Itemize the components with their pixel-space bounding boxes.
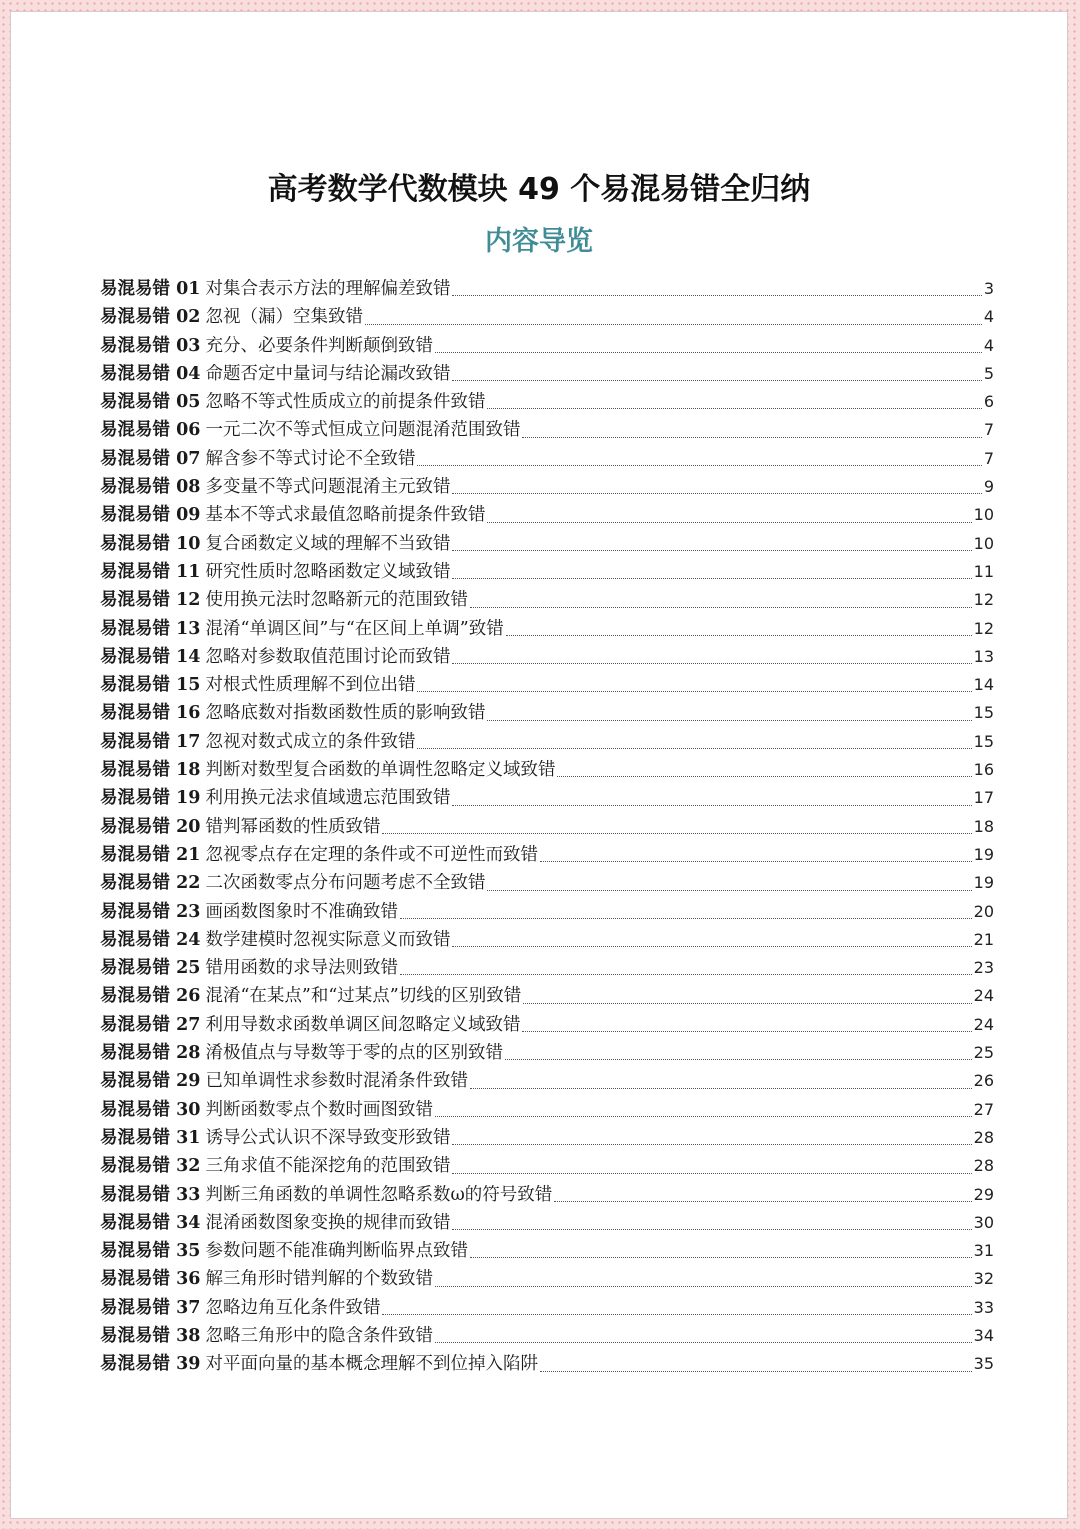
toc-page-number: 16 [973,760,994,780]
toc-entry-number: 易混易错 39 [100,1354,201,1375]
toc-dot-leader [487,407,981,409]
toc-page-number: 18 [973,816,994,836]
toc-page-number: 17 [973,788,994,808]
toc-entry-title: 三角求值不能深挖角的范围致错 [205,1156,451,1177]
toc-entry[interactable] [100,445,994,473]
toc-entry-title: 解三角形时错判解的个数致错 [205,1269,433,1290]
toc-entry-number: 易混易错 07 [100,448,201,469]
toc-entry-number: 易混易错 10 [100,533,201,554]
toc-entry-title: 判断对数型复合函数的单调性忽略定义域致错 [205,760,556,781]
toc-page-number: 20 [973,901,994,921]
toc-page-number: 5 [983,363,994,383]
toc-entry-title: 充分、必要条件判断颠倒致错 [205,335,433,356]
toc-entry-title: 参数问题不能准确判断临界点致错 [205,1241,468,1262]
toc-dot-leader [523,1002,971,1004]
toc-dot-leader [417,690,971,692]
toc-page-number: 24 [973,986,994,1006]
toc-entry[interactable] [100,1294,994,1322]
toc-entry-title: 研究性质时忽略函数定义域致错 [205,561,451,582]
toc-entry[interactable] [100,1209,994,1237]
toc-entry[interactable] [100,530,994,558]
toc-entry[interactable] [100,1350,994,1378]
toc-dot-leader [470,1087,972,1089]
toc-entry-title: 淆极值点与导数等于零的点的区别致错 [205,1043,503,1064]
toc-entry-number: 易混易错 13 [100,618,201,639]
toc-entry[interactable] [100,1067,994,1095]
toc-page-number: 10 [973,533,994,553]
toc-page-number: 9 [983,477,994,497]
toc-page-number: 23 [973,958,994,978]
toc-dot-leader [470,606,972,608]
toc-entry-number: 易混易错 03 [100,335,201,356]
toc-dot-leader [452,662,971,664]
toc-entry-number: 易混易错 18 [100,760,201,781]
toc-dot-leader [487,889,971,891]
toc-entry-title: 复合函数定义域的理解不当致错 [205,533,451,554]
toc-entry[interactable] [100,954,994,982]
toc-dot-leader [505,1058,972,1060]
toc-entry-title: 忽视（漏）空集致错 [205,307,363,328]
toc-entry[interactable] [100,416,994,444]
toc-page-number: 28 [973,1156,994,1176]
toc-entry-number: 易混易错 20 [100,816,201,837]
toc-page-number: 12 [973,618,994,638]
toc-entry[interactable] [100,558,994,586]
toc-page-number: 30 [973,1212,994,1232]
toc-entry-number: 易混易错 22 [100,873,201,894]
toc-entry-title: 二次函数零点分布问题考虑不全致错 [205,873,486,894]
toc-entry-title: 忽略不等式性质成立的前提条件致错 [205,392,486,413]
toc-dot-leader [452,1228,971,1230]
toc-dot-leader [435,1115,972,1117]
toc-page-number: 24 [973,1014,994,1034]
toc-dot-leader [400,973,972,975]
table-of-contents [100,275,994,1379]
toc-entry[interactable] [100,898,994,926]
toc-entry-title: 对根式性质理解不到位出错 [205,675,416,696]
toc-entry-number: 易混易错 29 [100,1071,201,1092]
toc-page-number: 21 [973,929,994,949]
toc-entry[interactable] [100,360,994,388]
toc-dot-leader [470,1256,972,1258]
toc-entry-number: 易混易错 27 [100,1014,201,1035]
toc-entry[interactable] [100,1011,994,1039]
toc-dot-leader [522,436,981,438]
toc-entry-number: 易混易错 24 [100,929,201,950]
toc-dot-leader [452,549,971,551]
toc-dot-leader [487,521,971,523]
toc-page-number: 7 [983,448,994,468]
toc-entry-number: 易混易错 05 [100,392,201,413]
toc-dot-leader [452,945,971,947]
toc-page-number: 26 [973,1071,994,1091]
toc-dot-leader [382,832,971,834]
toc-page-number: 6 [983,392,994,412]
toc-entry[interactable] [100,473,994,501]
toc-entry-title: 忽略边角互化条件致错 [205,1297,381,1318]
toc-entry-title: 对平面向量的基本概念理解不到位掉入陷阱 [205,1354,538,1375]
toc-entry-number: 易混易错 32 [100,1156,201,1177]
toc-entry-title: 诱导公式认识不深导致变形致错 [205,1127,451,1148]
toc-page-number: 28 [973,1127,994,1147]
toc-entry-title: 对集合表示方法的理解偏差致错 [205,279,451,299]
toc-entry[interactable] [100,1039,994,1067]
toc-entry-number: 易混易错 12 [100,590,201,611]
toc-entry[interactable] [100,756,994,784]
toc-entry[interactable] [100,303,994,331]
toc-entry-number: 易混易错 02 [100,307,201,328]
toc-entry-number: 易混易错 15 [100,675,201,696]
toc-page-number: 25 [973,1043,994,1063]
toc-entry[interactable] [100,501,994,529]
toc-page-number: 19 [973,873,994,893]
toc-entry[interactable] [100,586,994,614]
toc-page-number: 19 [973,844,994,864]
toc-dot-leader [452,1172,971,1174]
toc-dot-leader [487,719,971,721]
toc-entry-number: 易混易错 01 [100,279,201,299]
toc-entry-number: 易混易错 21 [100,844,201,865]
toc-entry-number: 易混易错 16 [100,703,201,724]
toc-dot-leader [452,1143,971,1145]
toc-page-number: 12 [973,590,994,610]
toc-dot-leader [554,1200,971,1202]
toc-entry-title: 数学建模时忽视实际意义而致错 [205,929,451,950]
toc-dot-leader [452,577,971,579]
toc-entry-number: 易混易错 35 [100,1241,201,1262]
toc-entry[interactable] [100,1124,994,1152]
toc-entry[interactable] [100,784,994,812]
toc-entry-title: 混淆“单调区间”与“在区间上单调”致错 [205,618,504,639]
toc-entry-title: 一元二次不等式恒成立问题混淆范围致错 [205,420,521,441]
toc-dot-leader [452,804,971,806]
toc-page-number: 13 [973,646,994,666]
toc-entry[interactable] [100,926,994,954]
toc-page-number: 31 [973,1241,994,1261]
document-page [10,11,1068,1519]
toc-entry-number: 易混易错 17 [100,731,201,752]
toc-entry[interactable] [100,869,994,897]
toc-page-number: 4 [983,335,994,355]
toc-entry-number: 易混易错 04 [100,363,201,384]
toc-dot-leader [435,1285,972,1287]
toc-page-number: 33 [973,1297,994,1317]
toc-entry-title: 判断三角函数的单调性忽略系数ω的符号致错 [205,1184,553,1205]
toc-page-number: 14 [973,675,994,695]
toc-dot-leader [435,1341,972,1343]
toc-page-number: 15 [973,731,994,751]
toc-entry-title: 错判幂函数的性质致错 [205,816,381,837]
toc-page-number: 15 [973,703,994,723]
toc-entry-title: 混淆函数图象变换的规律而致错 [205,1212,451,1233]
toc-entry[interactable] [100,982,994,1010]
toc-entry-number: 易混易错 26 [100,986,201,1007]
toc-entry-title: 多变量不等式问题混淆主元致错 [205,477,451,498]
toc-entry[interactable] [100,275,994,303]
toc-entry-title: 命题否定中量词与结论漏改致错 [205,363,451,384]
toc-entry-title: 混淆“在某点”和“过某点”切线的区别致错 [205,986,522,1007]
toc-entry-title: 忽视对数式成立的条件致错 [205,731,416,752]
toc-page-number: 4 [983,307,994,327]
toc-entry[interactable] [100,1265,994,1293]
toc-dot-leader [417,464,981,466]
toc-entry-number: 易混易错 34 [100,1212,201,1233]
toc-dot-leader [540,860,972,862]
toc-dot-leader [522,1030,971,1032]
toc-entry-number: 易混易错 33 [100,1184,201,1205]
toc-entry[interactable] [100,615,994,643]
toc-dot-leader [540,1370,972,1372]
toc-entry-number: 易混易错 08 [100,477,201,498]
toc-entry-number: 易混易错 36 [100,1269,201,1290]
toc-entry-number: 易混易错 30 [100,1099,201,1120]
toc-entry-title: 基本不等式求最值忽略前提条件致错 [205,505,486,526]
toc-entry-title: 解含参不等式讨论不全致错 [205,448,416,469]
toc-entry-title: 忽略三角形中的隐含条件致错 [205,1325,433,1346]
toc-entry[interactable] [100,813,994,841]
toc-dot-leader [506,634,972,636]
toc-entry[interactable] [100,841,994,869]
toc-entry-title: 忽视零点存在定理的条件或不可逆性而致错 [205,844,538,865]
document-subtitle: 内容导览 [485,226,593,257]
toc-entry[interactable] [100,1322,994,1350]
toc-page-number: 7 [983,420,994,440]
toc-entry-number: 易混易错 11 [100,561,201,582]
toc-entry[interactable] [100,332,994,360]
toc-dot-leader [452,379,981,381]
toc-entry[interactable] [100,1096,994,1124]
toc-entry[interactable] [100,699,994,727]
toc-entry-number: 易混易错 09 [100,505,201,526]
toc-entry[interactable] [100,1181,994,1209]
toc-dot-leader [365,323,982,325]
toc-page-number: 34 [973,1325,994,1345]
toc-entry-number: 易混易错 28 [100,1043,201,1064]
toc-entry[interactable] [100,388,994,416]
toc-page-number: 35 [973,1354,994,1374]
toc-dot-leader [382,1313,971,1315]
toc-page-number: 29 [973,1184,994,1204]
toc-entry-title: 忽略底数对指数函数性质的影响致错 [205,703,486,724]
toc-entry-title: 错用函数的求导法则致错 [205,958,398,979]
toc-dot-leader [417,747,971,749]
toc-entry-title: 判断函数零点个数时画图致错 [205,1099,433,1120]
toc-page-number: 32 [973,1269,994,1289]
toc-page-number: 11 [973,561,994,581]
toc-dot-leader [400,917,972,919]
toc-entry-title: 忽略对参数取值范围讨论而致错 [205,646,451,667]
toc-page-number: 3 [983,279,994,298]
toc-entry-number: 易混易错 14 [100,646,201,667]
toc-entry-title: 利用导数求函数单调区间忽略定义域致错 [205,1014,521,1035]
toc-entry-number: 易混易错 31 [100,1127,201,1148]
document-title: 高考数学代数模块 49 个易混易错全归纳 [267,172,811,207]
toc-entry[interactable] [100,728,994,756]
toc-entry-title: 使用换元法时忽略新元的范围致错 [205,590,468,611]
toc-entry-number: 易混易错 06 [100,420,201,441]
toc-dot-leader [452,492,981,494]
toc-entry-number: 易混易错 37 [100,1297,201,1318]
toc-entry[interactable] [100,1152,994,1180]
toc-page-number: 10 [973,505,994,525]
toc-entry-title: 利用换元法求值域遗忘范围致错 [205,788,451,809]
toc-entry-title: 已知单调性求参数时混淆条件致错 [205,1071,468,1092]
toc-dot-leader [557,775,971,777]
toc-entry-number: 易混易错 19 [100,788,201,809]
toc-entry-number: 易混易错 38 [100,1325,201,1346]
toc-entry-number: 易混易错 23 [100,901,201,922]
toc-entry[interactable] [100,671,994,699]
toc-dot-leader [452,294,981,296]
toc-entry[interactable] [100,643,994,671]
toc-entry-number: 易混易错 25 [100,958,201,979]
toc-entry-title: 画函数图象时不准确致错 [205,901,398,922]
toc-page-number: 27 [973,1099,994,1119]
toc-dot-leader [435,351,982,353]
toc-entry[interactable] [100,1237,994,1265]
